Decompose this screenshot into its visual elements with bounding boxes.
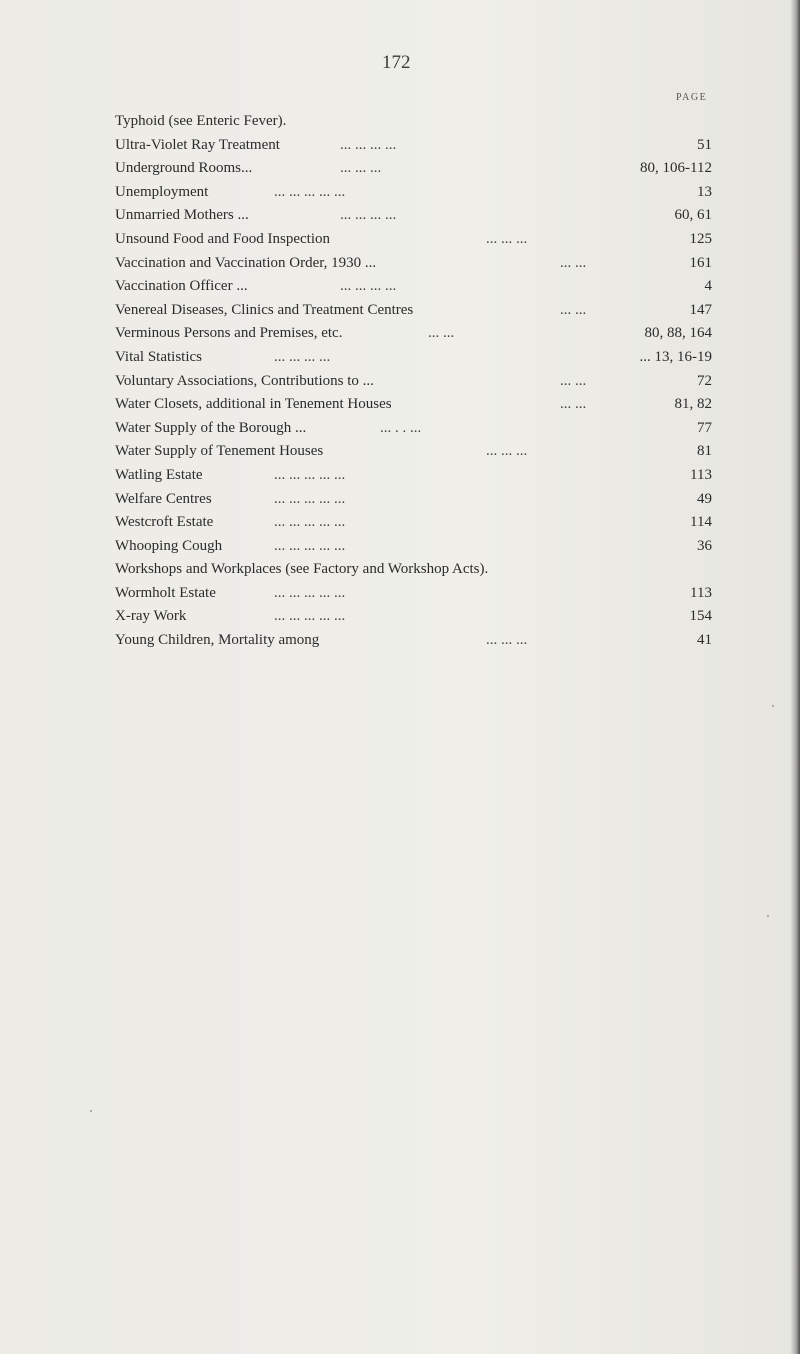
index-pages: 36 <box>697 537 712 554</box>
index-pages: 80, 88, 164 <box>644 325 712 342</box>
index-pages: 49 <box>697 490 712 507</box>
index-entry <box>0 299 800 323</box>
index-term: Vaccination and Vaccination Order, 1930 ... <box>115 254 377 271</box>
paper-speck <box>767 915 769 917</box>
index-pages: 13 <box>697 183 712 200</box>
index-entry <box>0 393 800 417</box>
index-term: Watling Estate <box>115 466 203 483</box>
index-entry <box>0 110 800 134</box>
index-entry <box>0 535 800 559</box>
index-entry <box>0 134 800 158</box>
index-term: X-ray Work <box>115 608 187 625</box>
index-term: Vaccination Officer ... <box>115 278 248 295</box>
dot-leader: ... . . ... <box>380 419 422 436</box>
index-term: Unsound Food and Food Inspection <box>115 230 330 247</box>
index-entry <box>0 370 800 394</box>
index-entry <box>0 157 800 181</box>
index-term: Underground Rooms... <box>115 160 253 177</box>
index-term: Workshops and Workplaces (see Factory and Workshop Acts). <box>115 561 489 578</box>
index-entry <box>0 181 800 205</box>
index-term: Whooping Cough <box>115 537 223 554</box>
index-entry <box>0 252 800 276</box>
index-pages: 154 <box>689 608 712 625</box>
index-term: Typhoid (see Enteric Fever). <box>115 113 287 129</box>
index-term: Water Supply of the Borough ... <box>115 419 307 436</box>
index-term: Unemployment <box>115 183 209 200</box>
index-pages: 41 <box>697 632 712 649</box>
index-pages: 80, 106-112 <box>640 160 712 177</box>
index-term: Unmarried Mothers ... <box>115 207 249 224</box>
dot-leader: ... ... ... <box>486 230 528 247</box>
index-pages: 161 <box>689 254 712 271</box>
index-pages: 114 <box>690 514 712 531</box>
paper-speck <box>772 705 774 707</box>
dot-leader: ... ... ... ... ... <box>274 584 346 601</box>
index-term: Vital Statistics <box>115 348 203 365</box>
index-entry <box>0 204 800 228</box>
dot-leader: ... ... ... ... ... <box>274 490 346 507</box>
index-entry <box>0 582 800 606</box>
index-entry <box>0 440 800 464</box>
index-term: Verminous Persons and Premises, etc. <box>115 325 343 342</box>
dot-leader: ... ... <box>560 396 587 413</box>
index-entry <box>0 346 800 370</box>
index-term: Ultra-Violet Ray Treatment <box>115 136 280 153</box>
dot-leader: ... ... ... ... ... <box>274 537 346 554</box>
index-term: Voluntary Associations, Contributions to ... <box>115 372 374 389</box>
dot-leader: ... ... ... ... ... <box>274 466 346 483</box>
index-entry <box>0 322 800 346</box>
index-entry <box>0 417 800 441</box>
dot-leader: ... ... ... <box>486 443 528 460</box>
dot-leader: ... ... ... ... ... <box>274 514 346 531</box>
index-pages: 113 <box>690 584 712 601</box>
dot-leader: ... ... <box>560 372 587 389</box>
dot-leader: ... ... ... <box>340 160 382 177</box>
index-term: Wormholt Estate <box>115 584 216 601</box>
index-term: Venereal Diseases, Clinics and Treatment Centres <box>115 301 414 318</box>
index-entry <box>0 511 800 535</box>
index-entry <box>0 629 800 653</box>
index-entry <box>0 605 800 629</box>
index-list <box>0 110 800 653</box>
paper-speck <box>90 1110 92 1112</box>
dot-leader: ... ... ... ... <box>340 278 397 295</box>
index-term: Westcroft Estate <box>115 514 214 531</box>
dot-leader: ... ... <box>428 325 455 342</box>
dot-leader: ... ... ... ... <box>340 136 397 153</box>
dot-leader: ... ... ... <box>486 632 528 649</box>
index-pages: ... 13, 16-19 <box>639 348 712 365</box>
index-pages: 81 <box>697 443 712 460</box>
index-pages: 4 <box>704 278 712 295</box>
index-term: Young Children, Mortality among <box>115 632 320 649</box>
index-term: Welfare Centres <box>115 490 212 507</box>
index-entry <box>0 558 800 582</box>
index-pages: 113 <box>690 466 712 483</box>
page-column-label: PAGE <box>676 92 708 103</box>
index-pages: 77 <box>697 419 712 436</box>
dot-leader: ... ... ... ... ... <box>274 608 346 625</box>
index-term: Water Supply of Tenement Houses <box>115 443 324 460</box>
index-pages: 81, 82 <box>674 396 712 413</box>
index-pages: 72 <box>697 372 712 389</box>
index-entry <box>0 228 800 252</box>
index-term: Water Closets, additional in Tenement Houses <box>115 396 392 413</box>
index-entry <box>0 275 800 299</box>
index-entry <box>0 464 800 488</box>
dot-leader: ... ... <box>560 301 587 318</box>
index-pages: 60, 61 <box>674 207 712 224</box>
index-entry <box>0 488 800 512</box>
dot-leader: ... ... ... ... <box>274 348 331 365</box>
dot-leader: ... ... <box>560 254 587 271</box>
dot-leader: ... ... ... ... <box>340 207 397 224</box>
index-pages: 147 <box>689 301 712 318</box>
index-pages: 125 <box>689 230 712 247</box>
dot-leader: ... ... ... ... ... <box>274 183 346 200</box>
index-pages: 51 <box>697 136 712 153</box>
page-number: 172 <box>382 52 411 73</box>
